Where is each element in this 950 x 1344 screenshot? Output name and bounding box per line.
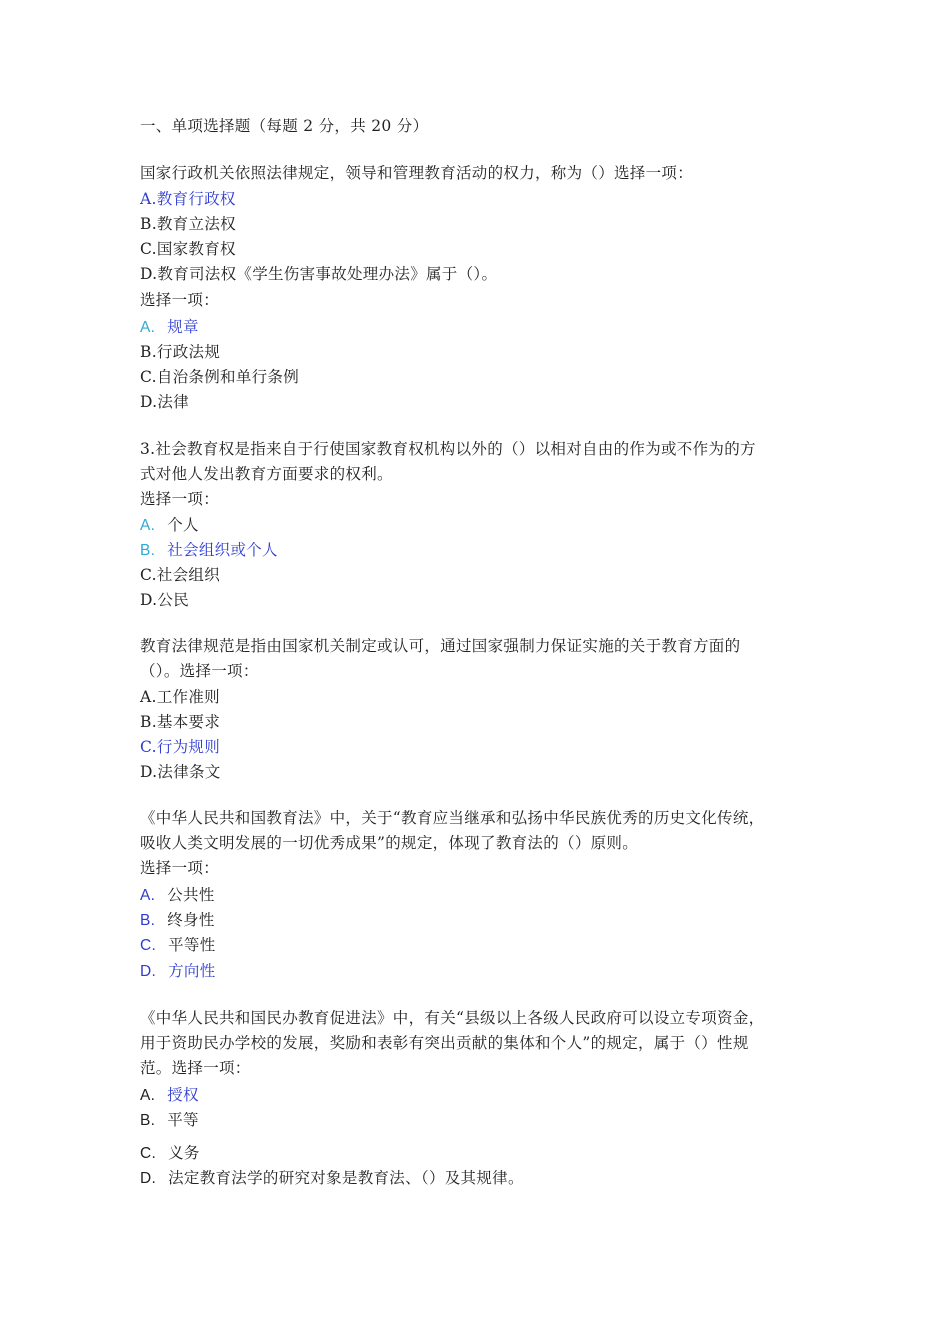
q3-option-a[interactable] — [140, 515, 199, 536]
q6-stem-line-3: 范。选择一项： — [140, 1059, 251, 1077]
q5-option-b[interactable] — [140, 910, 215, 931]
q5-choose-prompt: 选择一项： — [140, 859, 220, 877]
q6-option-c-label: C. — [140, 1145, 157, 1162]
q1-option-d[interactable]: D.教育司法权《学生伤害事故处理办法》属于（）。 — [140, 265, 498, 283]
q6-option-b-label: B. — [140, 1112, 156, 1129]
q6-option-d-label: D. — [140, 1170, 157, 1187]
q3-stem-line-2: 式对他人发出教育方面要求的权利。 — [140, 465, 393, 483]
q2-choose-prompt: 选择一项： — [140, 291, 220, 309]
q1-option-a[interactable]: A.教育行政权 — [140, 190, 236, 208]
q2-option-a-text: 规章 — [167, 318, 199, 336]
q2-option-a[interactable] — [140, 317, 199, 338]
q3-option-a-label: A. — [140, 517, 156, 534]
q6-option-a[interactable] — [140, 1085, 199, 1106]
q5-option-c-label: C. — [140, 937, 157, 954]
q5-stem-line-1: 《中华人民共和国教育法》中，关于“教育应当继承和弘扬中华民族优秀的历史文化传统， — [140, 809, 765, 827]
q3-option-b[interactable] — [140, 540, 278, 561]
q4-stem-line-2: （）。选择一项： — [140, 662, 259, 680]
q5-option-b-label: B. — [140, 912, 156, 929]
q3-option-d[interactable]: D.公民 — [140, 591, 190, 609]
q4-option-a[interactable]: A.工作准则 — [140, 688, 220, 706]
q5-option-a-text: 公共性 — [167, 886, 215, 904]
q6-stem-line-2: 用于资助民办学校的发展，奖励和表彰有突出贡献的集体和个人”的规定，属于（）性规 — [140, 1034, 749, 1052]
q1-stem: 国家行政机关依照法律规定，领导和管理教育活动的权力，称为（）选择一项： — [140, 164, 694, 182]
q3-option-a-text: 个人 — [167, 516, 199, 534]
q5-option-a-label: A. — [140, 887, 156, 904]
q5-option-a[interactable] — [140, 885, 215, 906]
q5-option-c[interactable] — [140, 935, 216, 956]
q6-option-a-label: A. — [140, 1087, 156, 1104]
q6-option-a-text: 授权 — [167, 1086, 199, 1104]
q4-option-c[interactable]: C.行为规则 — [140, 738, 221, 756]
q1-option-b[interactable]: B.教育立法权 — [140, 215, 236, 233]
q6-option-d-text: 法定教育法学的研究对象是教育法、（）及其规律。 — [168, 1169, 524, 1187]
q6-option-c[interactable] — [140, 1143, 200, 1164]
q5-option-d-text: 方向性 — [168, 962, 216, 980]
q6-option-c-text: 义务 — [168, 1144, 200, 1162]
q4-option-b[interactable]: B.基本要求 — [140, 713, 221, 731]
q2-option-a-label: A. — [140, 319, 156, 336]
q5-option-d[interactable] — [140, 961, 216, 982]
section-title: 一、单项选择题（每题 2 分，共 20 分） — [140, 117, 429, 135]
q5-stem-line-2: 吸收人类文明发展的一切优秀成果”的规定，体现了教育法的（）原则。 — [140, 834, 639, 852]
q3-option-b-label: B. — [140, 542, 156, 559]
q5-option-c-text: 平等性 — [168, 936, 216, 954]
q2-option-d[interactable]: D.法律 — [140, 393, 190, 411]
q3-option-b-text: 社会组织或个人 — [167, 541, 278, 559]
q5-option-d-label: D. — [140, 963, 157, 980]
q6-option-b-text: 平等 — [167, 1111, 199, 1129]
q2-option-c[interactable]: C.自治条例和单行条例 — [140, 368, 300, 386]
q2-option-b[interactable]: B.行政法规 — [140, 343, 221, 361]
q4-option-d[interactable]: D.法律条文 — [140, 763, 221, 781]
q3-option-c[interactable]: C.社会组织 — [140, 566, 221, 584]
q5-option-b-text: 终身性 — [167, 911, 215, 929]
q3-stem-line-1: 3.社会教育权是指来自于行使国家教育权机构以外的（）以相对自由的作为或不作为的方 — [140, 440, 756, 458]
q1-option-c[interactable]: C.国家教育权 — [140, 240, 236, 258]
q6-stem-line-1: 《中华人民共和国民办教育促进法》中，有关“县级以上各级人民政府可以设立专项资金， — [140, 1009, 765, 1027]
q6-option-d[interactable] — [140, 1168, 524, 1189]
q6-option-b[interactable] — [140, 1110, 199, 1131]
q4-stem-line-1: 教育法律规范是指由国家机关制定或认可，通过国家强制力保证实施的关于教育方面的 — [140, 637, 741, 655]
q3-choose-prompt: 选择一项： — [140, 490, 220, 508]
